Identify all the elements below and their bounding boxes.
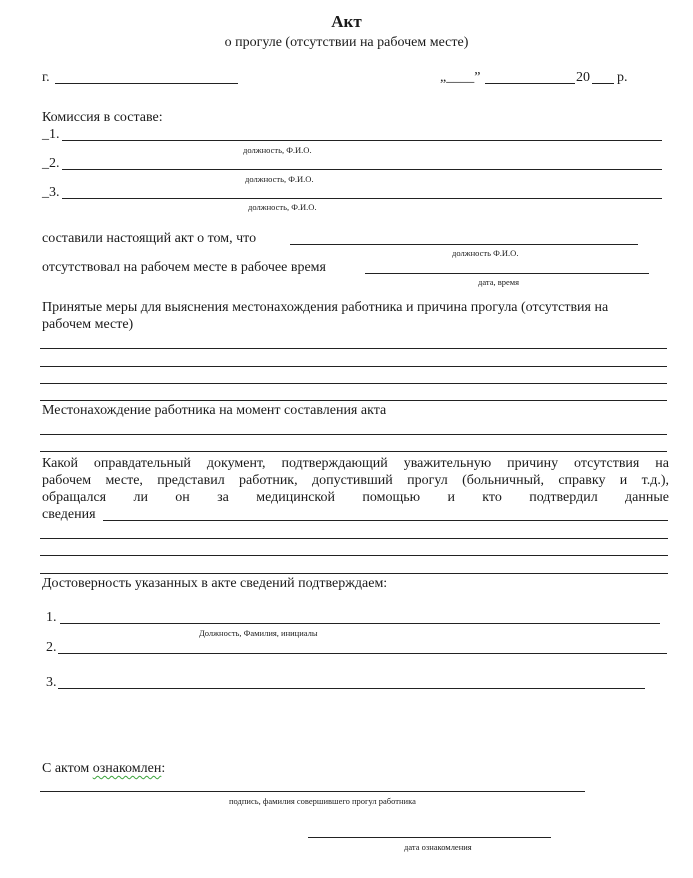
date-month-field[interactable]	[485, 83, 575, 84]
justification-line1: Какой оправдательный документ, подтверждающий уважительную причину отсутствия на	[42, 456, 669, 471]
city-field[interactable]	[55, 83, 238, 84]
location-field-line[interactable]	[40, 434, 667, 435]
justification-line4: сведения	[42, 507, 96, 522]
location-field-line[interactable]	[40, 451, 667, 452]
measures-field-line[interactable]	[40, 348, 667, 349]
confirmation-item-number: 1.	[46, 610, 57, 625]
justification-field-line[interactable]	[103, 520, 668, 521]
location-heading: Местонахождение работника на момент составления акта	[42, 403, 387, 418]
commission-label: Комиссия в составе:	[42, 110, 163, 125]
acquainted-label	[42, 761, 165, 777]
act-statement: составили настоящий акт о том, что	[42, 231, 257, 246]
justification-field-line[interactable]	[40, 573, 668, 574]
absence-datetime-caption: дата, время	[478, 277, 520, 287]
employee-field[interactable]	[290, 244, 638, 245]
confirmation-item-number: 2.	[46, 640, 57, 655]
confirmation-signer-1-field[interactable]	[60, 623, 660, 624]
justification-field-line[interactable]	[40, 538, 668, 539]
justification-line3: обращался ли он за медицинской помощью и кто подтвердил данные	[42, 490, 669, 505]
measures-field-line[interactable]	[40, 366, 667, 367]
year-field[interactable]	[592, 83, 614, 84]
absence-statement: отсутствовал на рабочем месте в рабочее время	[42, 260, 326, 275]
commission-member-caption: должность, Ф.И.О.	[248, 202, 317, 212]
measures-field-line[interactable]	[40, 383, 667, 384]
confirmation-signer-2-field[interactable]	[58, 653, 667, 654]
acquainted-signature-field[interactable]	[40, 791, 585, 792]
measures-heading-line1: Принятые меры для выяснения местонахождения работника и причина прогула (отсутствия на	[42, 300, 609, 315]
measures-heading-line2: рабочем месте)	[42, 317, 134, 332]
justification-line2: рабочем месте, представил работник, допустивший прогул (больничный, справку и т.д.),	[42, 473, 669, 488]
acquainted-label-prefix: С актом	[42, 761, 93, 776]
date-day-label: „____”	[440, 70, 481, 85]
justification-field-line[interactable]	[40, 555, 668, 556]
confirmation-heading: Достоверность указанных в акте сведений подтверждаем:	[42, 576, 388, 591]
confirmation-signer-3-field[interactable]	[58, 688, 645, 689]
commission-member-2-field[interactable]	[62, 169, 662, 170]
commission-item-number: _1.	[42, 127, 60, 142]
confirmation-item-number: 3.	[46, 675, 57, 690]
city-label: г.	[42, 70, 50, 85]
measures-field-line[interactable]	[40, 400, 667, 401]
document-title: Акт	[331, 12, 362, 31]
acquainted-signature-caption: подпись, фамилия совершившего прогул работника	[229, 796, 416, 806]
absence-datetime-field[interactable]	[365, 273, 649, 274]
year-prefix: 20	[576, 70, 590, 85]
employee-caption: должность Ф.И.О.	[452, 248, 519, 258]
commission-member-3-field[interactable]	[62, 198, 662, 199]
acquainted-label-colon: :	[161, 761, 166, 776]
acquainted-label-word: ознакомлен	[92, 761, 162, 776]
acquainted-date-caption: дата ознакомления	[404, 842, 472, 852]
commission-member-1-field[interactable]	[62, 140, 662, 141]
acquainted-date-field[interactable]	[308, 837, 551, 838]
commission-item-number: _3.	[42, 185, 60, 200]
confirmation-signer-caption: Должность, Фамилия, инициалы	[199, 628, 318, 638]
commission-member-caption: должность, Ф.И.О.	[245, 174, 314, 184]
year-suffix: р.	[617, 70, 628, 85]
document-subtitle: о прогуле (отсутствии на рабочем месте)	[224, 35, 469, 50]
commission-item-number: _2.	[42, 156, 60, 171]
commission-member-caption: должность, Ф.И.О.	[243, 145, 312, 155]
